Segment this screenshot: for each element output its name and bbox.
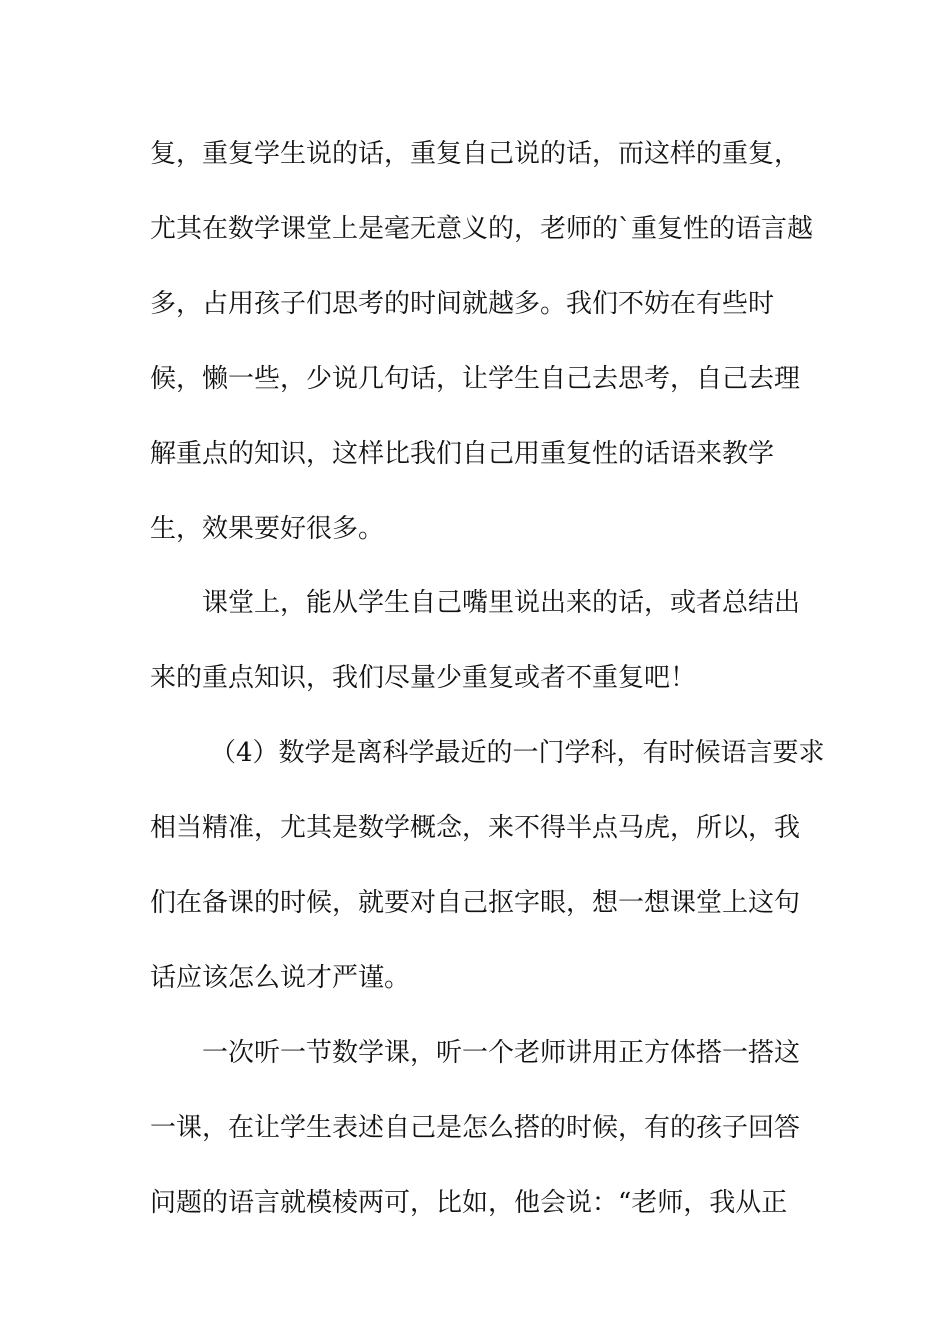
text-line-5: 解重点的知识，这样比我们自己用重复性的话语来教学 (150, 439, 775, 469)
text-line-8: 来的重点知识，我们尽量少重复或者不重复吧！ (150, 663, 697, 693)
text-line-15: 问题的语言就模棱两可，比如，他会说：“老师，我从正 (150, 1188, 788, 1218)
text-line-2: 尤其在数学课堂上是毫无意义的，老师的`重复性的语言越 (150, 214, 814, 244)
text-line-6: 生，效果要好很多。 (150, 514, 385, 544)
text-line-11: 们在备课的时候，就要对自己抠字眼，想一想课堂上这句 (150, 888, 801, 918)
text-line-12: 话应该怎么说才严谨。 (150, 963, 411, 993)
paragraph-start-line-7: 课堂上，能从学生自己嘴里说出来的话，或者总结出 (202, 588, 801, 618)
text-line-4: 候，懒一些，少说几句话，让学生自己去思考，自己去理 (150, 364, 801, 394)
numbered-paragraph-line-9: （4）数学是离科学最近的一门学科，有时候语言要求 (210, 738, 825, 768)
text-line-1: 复，重复学生说的话，重复自己说的话，而这样的重复， (150, 139, 801, 169)
text-line-3: 多，占用孩子们思考的时间就越多。我们不妨在有些时 (150, 289, 775, 319)
text-line-10: 相当精准，尤其是数学概念，来不得半点马虎，所以，我 (150, 813, 801, 843)
text-line-14: 一课，在让学生表述自己是怎么搭的时候，有的孩子回答 (150, 1113, 801, 1143)
paragraph-start-line-13: 一次听一节数学课，听一个老师讲用正方体搭一搭这 (202, 1038, 801, 1068)
